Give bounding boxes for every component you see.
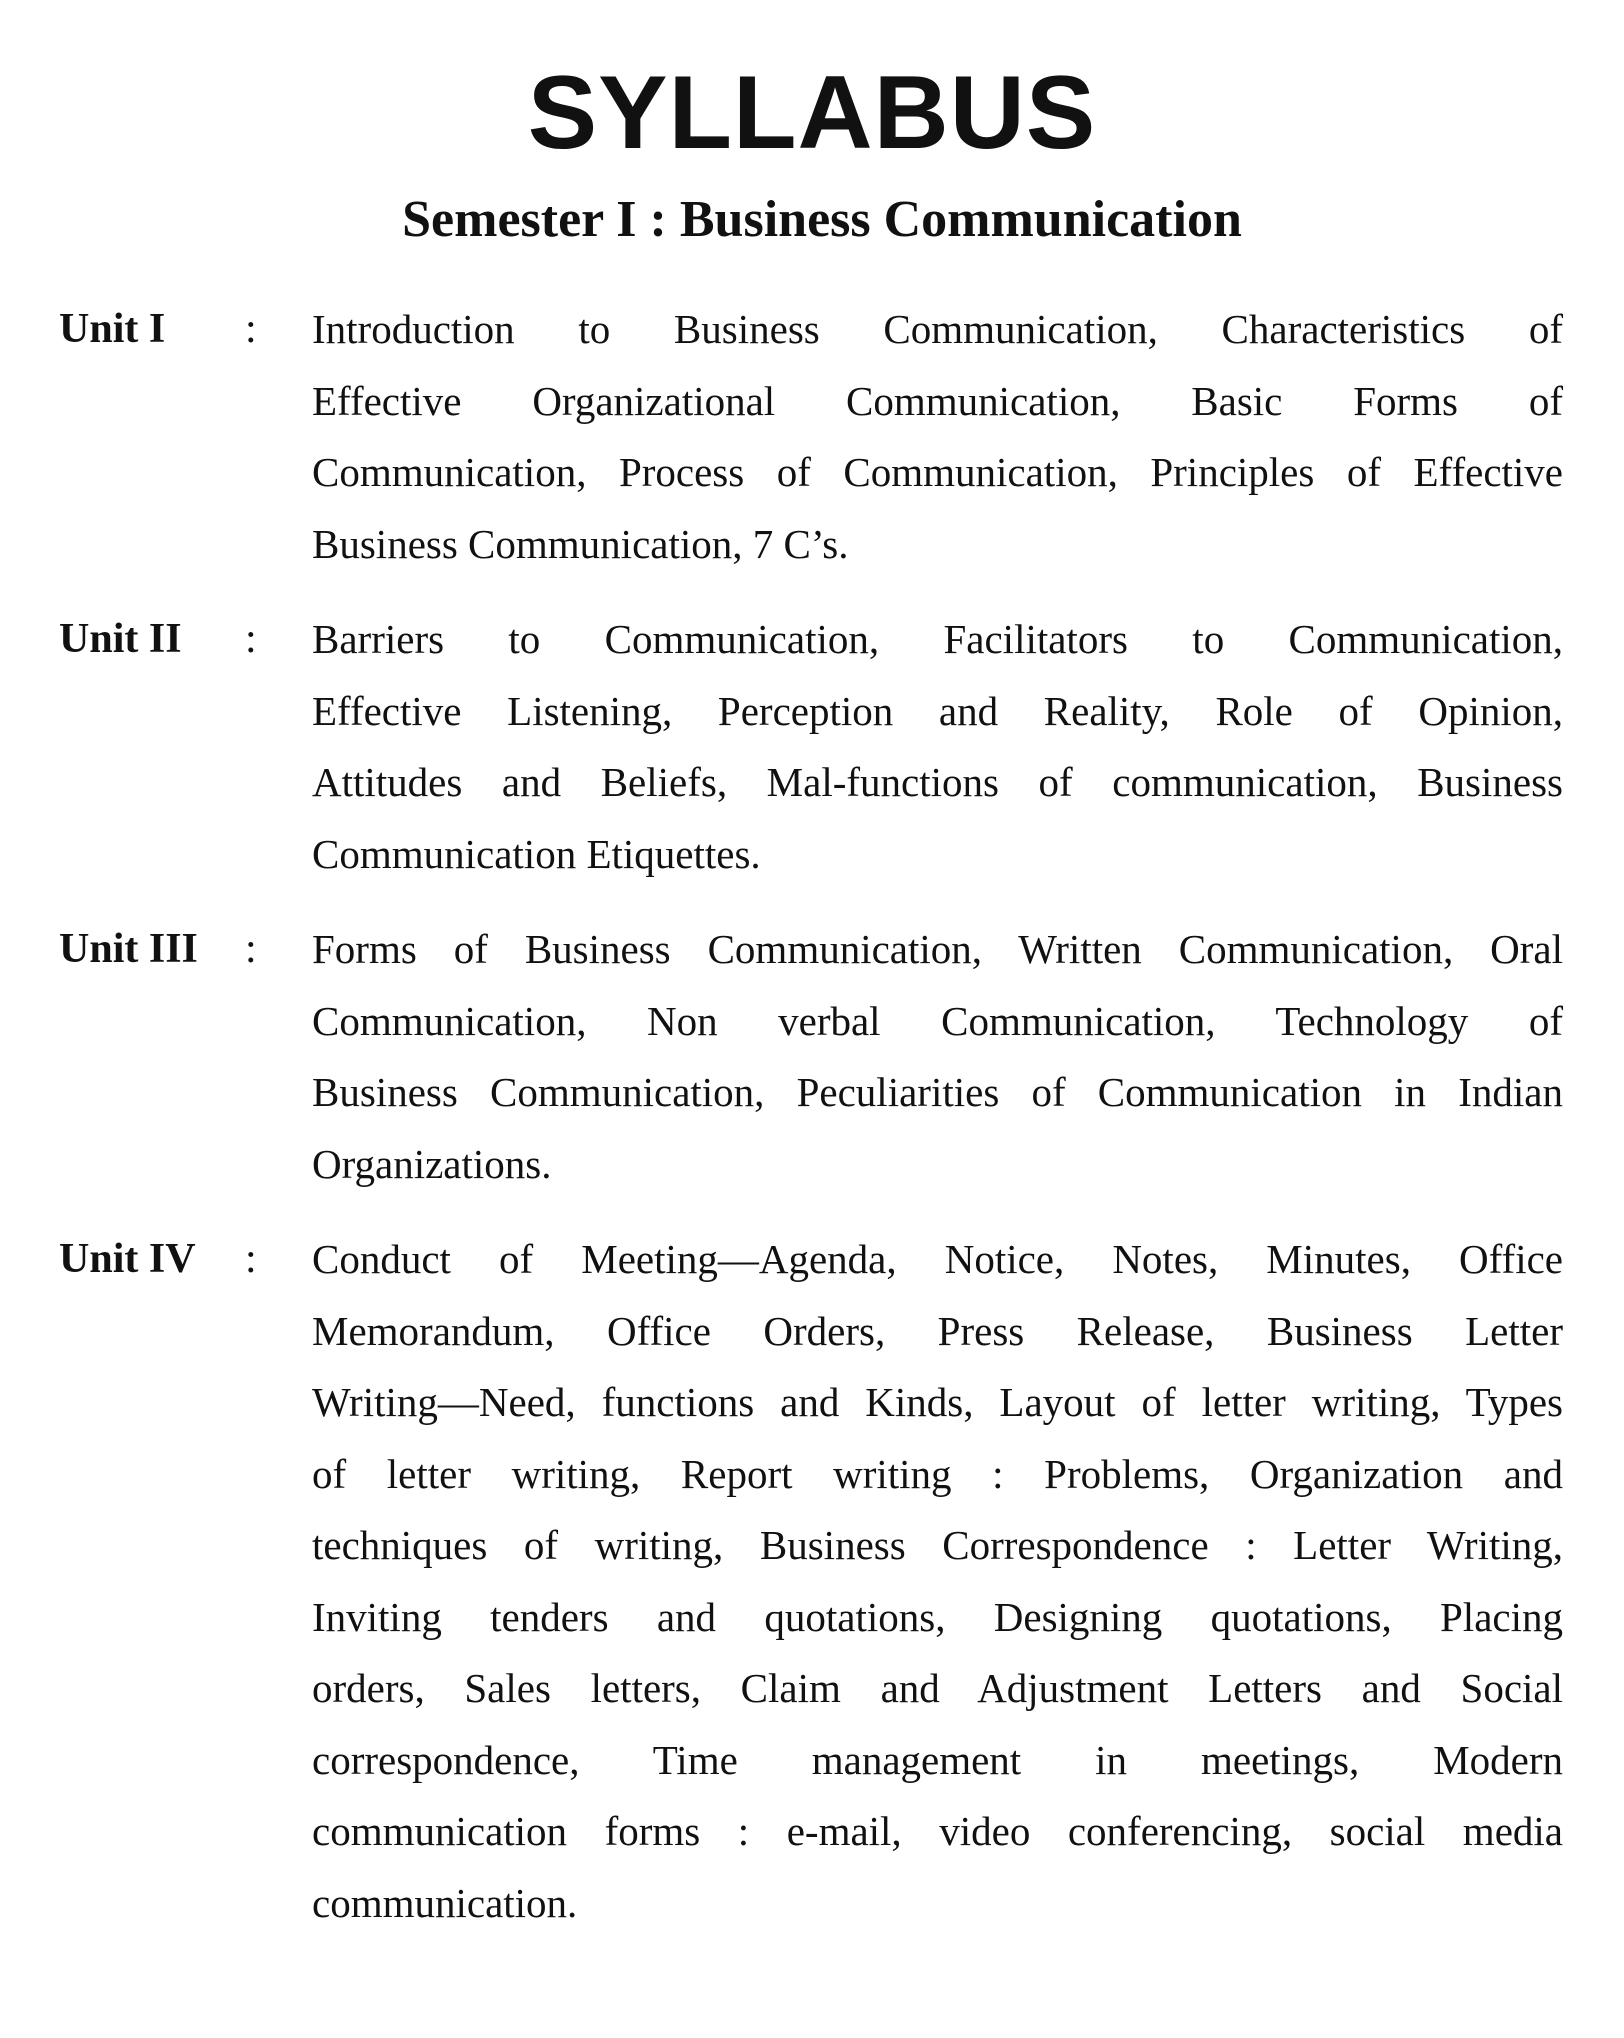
unit-text-line: Forms of Business Communication, Written Communication, Oral xyxy=(312,926,1563,972)
unit-label: Unit II xyxy=(59,616,182,662)
page-subtitle: Semester I : Business Communication xyxy=(402,191,1242,248)
unit-content xyxy=(312,1224,1563,1939)
unit-2 xyxy=(59,604,1563,890)
unit-4 xyxy=(59,1224,1563,1939)
unit-label: Unit I xyxy=(59,306,166,352)
unit-content xyxy=(312,914,1563,1200)
unit-label: Unit IV xyxy=(59,1236,196,1282)
unit-text-line: Memorandum, Office Orders, Press Release, Business Letter xyxy=(312,1307,1563,1354)
unit-content xyxy=(312,604,1563,890)
unit-3 xyxy=(59,914,1563,1200)
unit-text-line: techniques of writing, Business Correspondence : Letter Writing, xyxy=(312,1522,1563,1568)
unit-content xyxy=(312,294,1563,580)
unit-text-line: Communication, Process of Communication, Principles of Effective xyxy=(312,449,1563,495)
unit-text-line: correspondence, Time management in meetings, Modern xyxy=(312,1736,1563,1783)
unit-text-line: Effective Listening, Perception and Reality, Role of Opinion, xyxy=(312,687,1563,734)
unit-colon: : xyxy=(245,926,257,972)
unit-text-line: Inviting tenders and quotations, Designing quotations, Placing xyxy=(312,1593,1563,1640)
unit-text-line: Attitudes and Beliefs, Mal-functions of communication, Business xyxy=(312,759,1563,805)
unit-text-line: Business Communication, Peculiarities of Communication in Indian xyxy=(312,1069,1563,1115)
unit-text-line: Conduct of Meeting—Agenda, Notice, Notes, Minutes, Office xyxy=(312,1236,1563,1282)
unit-1 xyxy=(59,294,1563,580)
unit-text-line: Introduction to Business Communication, Characteristics of xyxy=(312,306,1563,352)
unit-text-line: of letter writing, Report writing : Problems, Organization and xyxy=(312,1450,1563,1497)
unit-label: Unit III xyxy=(59,926,198,972)
unit-text-line: Communication, Non verbal Communication, Technology of xyxy=(312,997,1563,1044)
unit-text-line: communication. xyxy=(312,1879,578,1926)
unit-text-line: Communication Etiquettes. xyxy=(312,830,761,877)
unit-colon: : xyxy=(245,1236,257,1282)
unit-colon: : xyxy=(245,616,257,662)
page-title: SYLLABUS xyxy=(527,55,1097,171)
unit-text-line: Writing—Need, functions and Kinds, Layout of letter writing, Types xyxy=(312,1379,1563,1425)
units-list xyxy=(59,294,1563,1963)
unit-text-line: Barriers to Communication, Facilitators to Communication, xyxy=(312,616,1563,662)
unit-text-line: Organizations. xyxy=(312,1140,552,1187)
unit-text-line: orders, Sales letters, Claim and Adjustment Letters and Social xyxy=(312,1665,1563,1711)
unit-text-line: Effective Organizational Communication, Basic Forms of xyxy=(312,377,1563,424)
unit-text-line: communication forms : e-mail, video conferencing, social media xyxy=(312,1808,1563,1854)
unit-text-line: Business Communication, 7 C’s. xyxy=(312,520,849,567)
unit-colon: : xyxy=(245,306,257,352)
